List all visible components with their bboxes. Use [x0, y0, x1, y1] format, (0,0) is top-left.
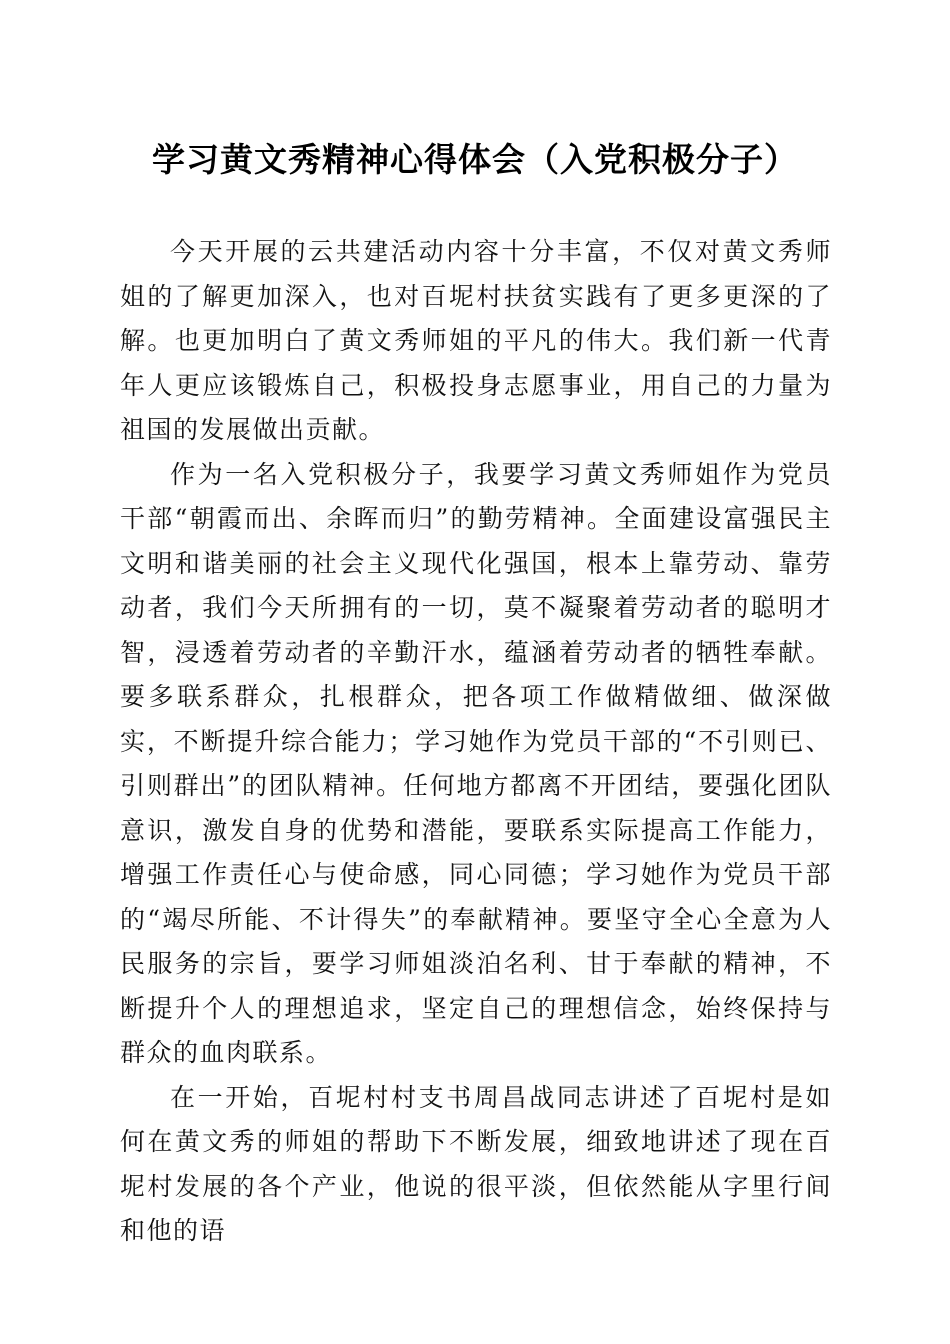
document-body — [120, 230, 832, 1254]
paragraph-2: 作为一名入党积极分子，我要学习黄文秀师姐作为党员干部“朝霞而出、余晖而归”的勤劳精神。全面建设富强民主文明和谐美丽的社会主义现代化强国，根本上靠劳动、靠劳动者，我们今天所拥有的一切，莫不凝聚着劳动者的聪明才智，浸透着劳动者的辛勤汗水，蕴涵着劳动者的牺牲奉献。要多联系群众，扎根群众，把各项工作做精做细、做深做实，不断提升综合能力；学习她作为党员干部的“不引则已、引则群出”的团队精神。任何地方都离不开团结，要强化团队意识，激发自身的优势和潜能，要联系实际提高工作能力，增强工作责任心与使命感，同心同德；学习她作为党员干部的“竭尽所能、不计得失”的奉献精神。要坚守全心全意为人民服务的宗旨，要学习师姐淡泊名利、甘于奉献的精神，不断提升个人的理想追求，坚定自己的理想信念，始终保持与群众的血肉联系。 — [120, 459, 832, 1067]
paragraph-3: 在一开始，百坭村村支书周昌战同志讲述了百坭村是如何在黄文秀的师姐的帮助下不断发展，细致地讲述了现在百坭村发展的各个产业，他说的很平淡，但依然能从字里行间和他的语 — [120, 1082, 832, 1245]
document-title: 学习黄文秀精神心得体会（入党积极分子） — [152, 140, 798, 179]
paragraph-1: 今天开展的云共建活动内容十分丰富，不仅对黄文秀师姐的了解更加深入，也对百坭村扶贫实践有了更多更深的了解。也更加明白了黄文秀师姐的平凡的伟大。我们新一代青年人更应该锻炼自己，积极投身志愿事业，用自己的力量为祖国的发展做出贡献。 — [120, 237, 832, 444]
